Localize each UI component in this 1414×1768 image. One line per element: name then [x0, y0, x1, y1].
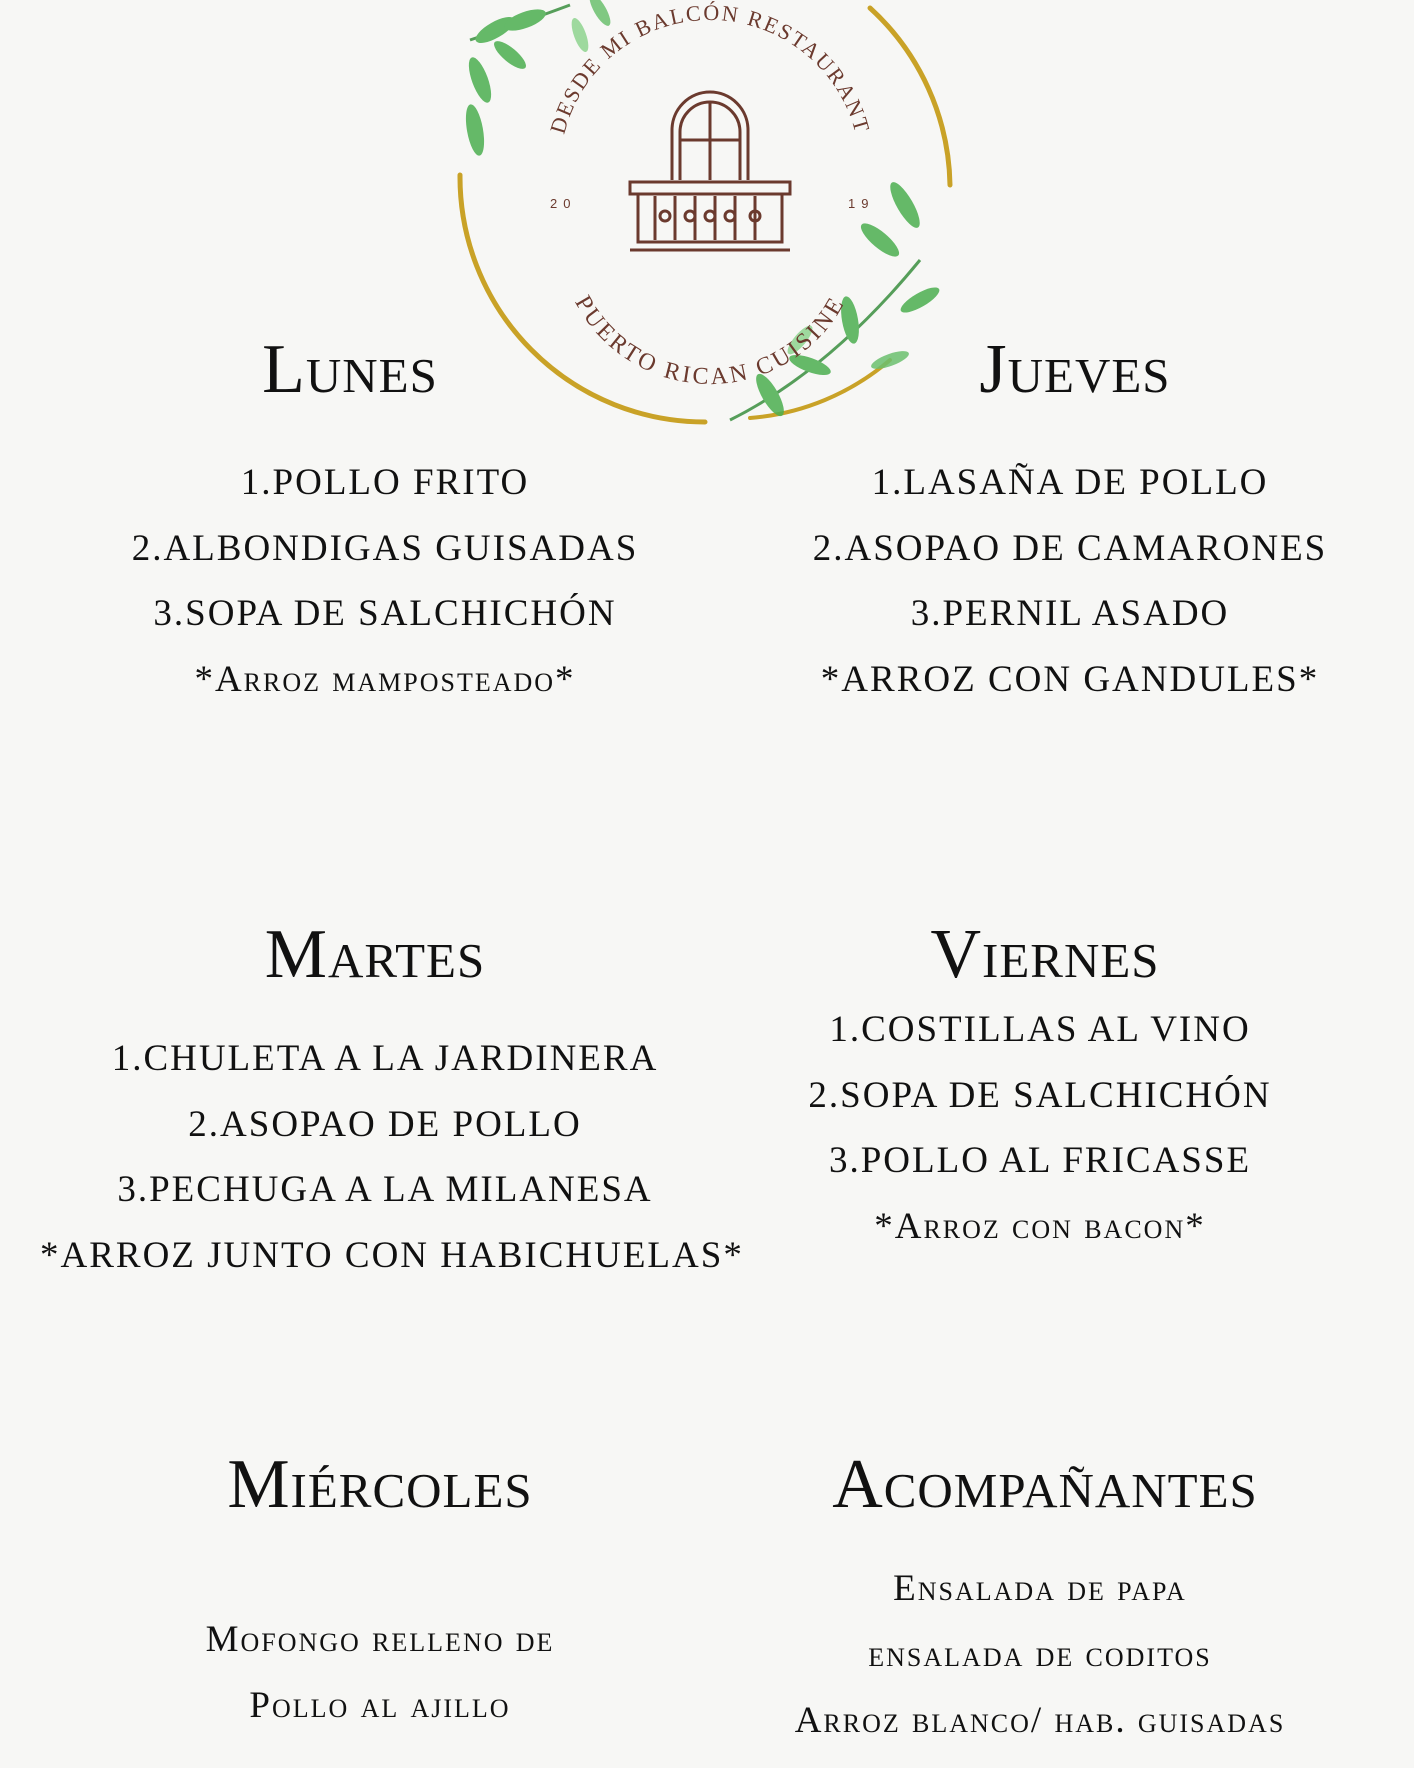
martes-title: Martes	[264, 916, 486, 993]
miercoles-menu-list	[130, 1607, 630, 1738]
list-item: *ARROZ CON GANDULES*	[820, 658, 1320, 700]
list-item: 1.COSTILLAS AL VINO	[829, 1009, 1251, 1050]
lunes-menu-list	[115, 450, 655, 712]
list-item: *Arroz mamposteado*	[194, 658, 576, 700]
list-item: Arroz blanco/ hab. guisadas	[794, 1700, 1286, 1741]
jueves-menu-list	[810, 450, 1330, 712]
list-item: 3.PECHUGA A LA MILANESA	[117, 1169, 653, 1210]
balcony-icon	[630, 92, 790, 250]
logo-year-left: 20	[550, 196, 577, 211]
miercoles-title: Miércoles	[227, 1446, 533, 1523]
list-item: ensalada de coditos	[868, 1634, 1212, 1675]
list-item: 3.PERNIL ASADO	[910, 593, 1230, 634]
acompanantes-title: Acompañantes	[832, 1446, 1258, 1523]
viernes-title: Viernes	[930, 916, 1160, 993]
viernes-menu-list	[790, 997, 1290, 1259]
restaurant-logo	[450, 0, 970, 430]
lunes-title: Lunes	[262, 331, 438, 408]
acompanantes-list	[720, 1556, 1360, 1754]
list-item: Pollo al ajillo	[249, 1684, 511, 1726]
list-item: 1.CHULETA A LA JARDINERA	[111, 1038, 659, 1079]
list-item: 3.SOPA DE SALCHICHÓN	[153, 593, 617, 634]
logo-top-arc-text: DESDE MI BALCÓN RESTAURANT	[544, 0, 876, 137]
list-item: *Arroz con bacon*	[874, 1205, 1206, 1247]
list-item: 1.LASAÑA DE POLLO	[871, 462, 1269, 503]
list-item: 2.SOPA DE SALCHICHÓN	[808, 1074, 1272, 1116]
logo-year-right: 19	[848, 196, 875, 211]
logo-bottom-arc-text: PUERTO RICAN CUISINE	[569, 291, 851, 391]
list-item: 2.ALBONDIGAS GUISADAS	[131, 527, 639, 569]
list-item: *ARROZ JUNTO CON HABICHUELAS*	[40, 1234, 744, 1276]
list-item: Mofongo relleno de	[205, 1619, 555, 1660]
gold-ring-arc-right	[870, 8, 950, 185]
martes-menu-list	[40, 1026, 744, 1288]
list-item: 2.ASOPAO DE CAMARONES	[812, 527, 1328, 569]
list-item: Ensalada de papa	[893, 1568, 1187, 1609]
jueves-title: Jueves	[979, 331, 1171, 408]
list-item: 2.ASOPAO DE POLLO	[188, 1103, 582, 1145]
list-item: 1.POLLO FRITO	[240, 462, 530, 503]
list-item: 3.POLLO AL FRICASSE	[828, 1140, 1252, 1181]
